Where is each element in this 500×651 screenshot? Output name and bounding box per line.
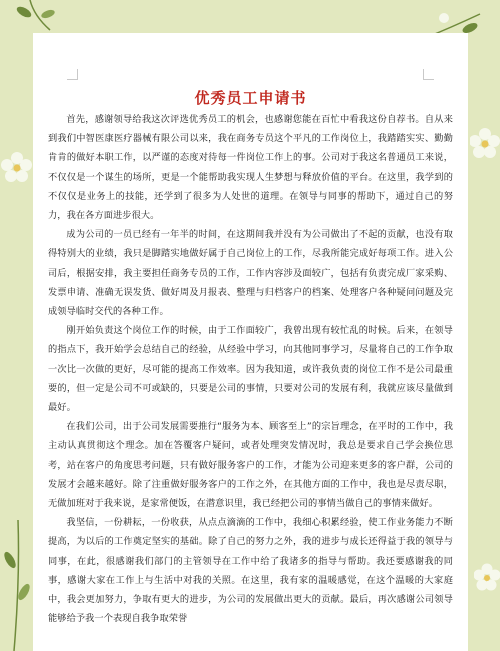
paragraph-4: 在我们公司，出于公司发展需要推行“服务为本、顾客至上”的宗旨理念，在平时的工作中，我主动认真贯彻这个理念。加在答覆客户疑问，或者处理突发情况时，我总是要求自己学会换位思考，站在客户的角度思考问题，只有做好服务客户的工作，才能为公司迎来更多的客户群，公司的发展才会越来越好。除了注重做好服务客户的工作之外，在其他方面的工作中，我也是尽责尽职，无做加班对于我来说，是家常便饭，在潜意识里，我已经把公司的事情当做自己的事情来做好。 [48,421,453,510]
flower-left-icon [0,150,34,184]
paragraph-5: 我坚信，一份耕耘，一份收获，从点点滴滴的工作中，我细心积累经验，使工作业务能力不断提高，为以后的工作奠定坚实的基础。除了自己的努力之外，我的进步与成长还得益于我的领导与同事，在此，很感谢我们部门的主管领导在工作中给了我诸多的指导与帮助。我还要感谢我的同事，感谢大家在工作上与生活中对我的关照。在这里，我有家的温暖感觉，在这个温暖的大家庭中，我会更加努力，争取有更大的进步，为公司的发展做出更大的贡献。最后，再次感谢公司领导能够给予我一个表现自我争取荣誉 [48,517,453,625]
crop-mark-top-right [423,69,434,80]
document-body [48,110,453,628]
crop-mark-top-left [67,69,78,80]
paragraph-3: 刚开始负责这个岗位工作的时候，由于工作面较广，我曾出现有较忙乱的时候。后来，在领导的指点下，我开始学会总结自己的经验，从经验中学习，向其他同事学习，尽量将自己的工作争取一次比一次做的更好，尽可能的提高工作效率。因为我知道，或许我负责的岗位工作不是公司最重要的，但一定是公司不可或缺的，只要是公司的事情，只要对公司的发展有利，我就应该尽量做到最好。 [48,325,453,414]
leaf-sprig-bottom-left-icon [0,520,34,651]
flower-bottom-right-icon [474,562,500,592]
paragraph-1: 首先，感谢领导给我这次评选优秀员工的机会，也感谢您能在百忙中看我这份自荐书。自从来到我们中智医康医疗器械有限公司以来，我在商务专员这个平凡的工作岗位上，我踏踏实实、勤勤肯肯的做好本职工作，以严谨的态度对待每一件岗位工作上的事。公司对于我这名普通员工来说，不仅仅是一个谋生的场所，更是一个能帮助我实现人生梦想与释放价值的平台。在这里，我学到的不仅仅是业务上的技能，还学到了很多为人处世的道理。在领导与同事的帮助下，通过自己的努力，我在各方面进步很大。 [48,114,453,222]
document-page [33,33,468,651]
flower-right-icon [470,126,500,160]
document-title: 优秀员工申请书 [194,89,307,107]
paragraph-2: 成为公司的一员已经有一年半的时间，在这期间我并没有为公司做出了不起的贡献，也没有取得特别大的业绩，我只是脚踏实地做好属于自己岗位上的工作，尽我所能完成好每项工作。进入公司后，根据安排，我主要担任商务专员的工作，工作内容涉及面较广，包括有负责完成厂家采购、发票申请、准确无误发货、做好周及月报表、整理与归档客户的档案、处理客户各种疑问问题及完成领导临时交代的各种工作。 [48,229,453,318]
